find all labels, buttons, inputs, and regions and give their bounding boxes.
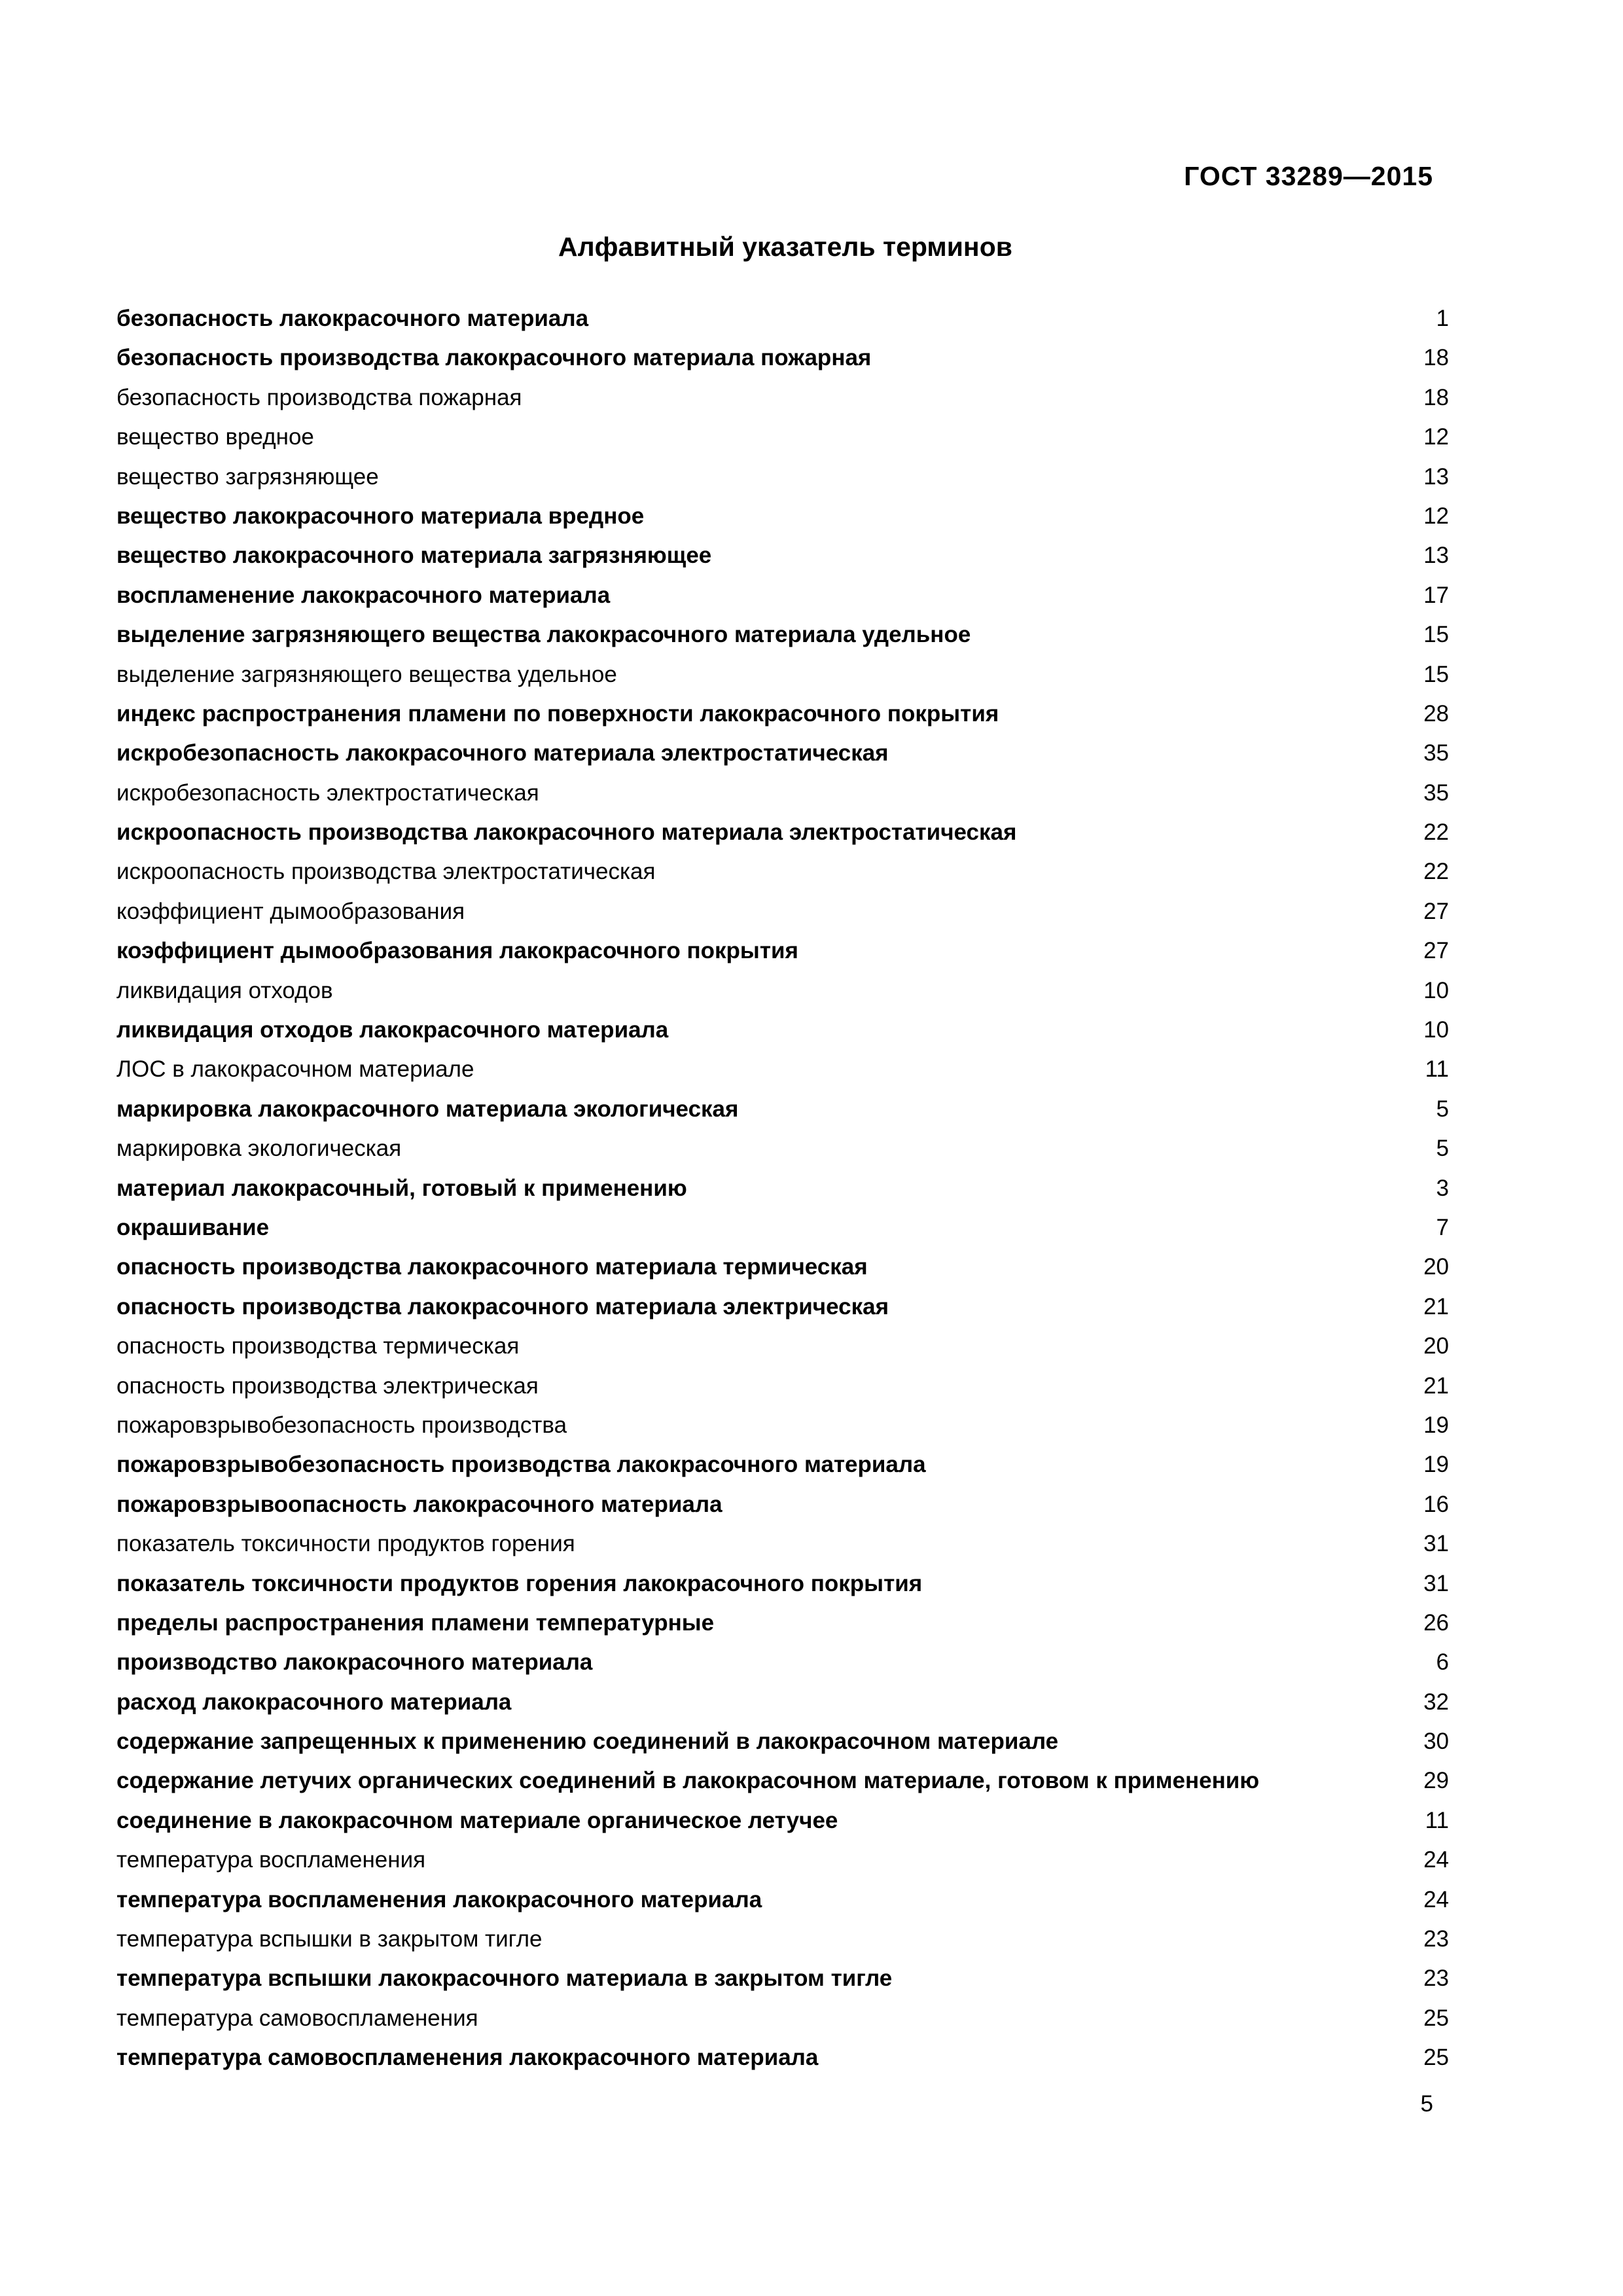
index-entry (116, 1090, 1449, 1129)
index-term-number: 17 (1423, 582, 1449, 608)
page-title: Алфавитный указатель терминов (558, 232, 1012, 262)
index-term-number: 18 (1423, 345, 1449, 371)
index-term-number: 20 (1423, 1254, 1449, 1280)
index-term-number: 18 (1423, 384, 1449, 410)
index-term: расход лакокрасочного материала (116, 1689, 512, 1715)
index-entry (116, 2038, 1449, 2077)
index-term-number: 10 (1423, 977, 1449, 1003)
index-term: температура вспышки в закрытом тигле (116, 1926, 543, 1952)
index-entry (116, 892, 1449, 931)
index-term: температура воспламенения лакокрасочного материала (116, 1886, 762, 1912)
index-term: маркировка лакокрасочного материала экологическая (116, 1096, 739, 1122)
index-term: ликвидация отходов лакокрасочного материала (116, 1017, 669, 1043)
index-term-number: 11 (1425, 1056, 1449, 1083)
index-entry (116, 1406, 1449, 1445)
index-entry (116, 852, 1449, 891)
index-term-number: 30 (1423, 1729, 1449, 1755)
index-term: ликвидация отходов (116, 977, 333, 1003)
term-index-list (116, 299, 1449, 2078)
index-term-number: 27 (1423, 938, 1449, 964)
index-term: коэффициент дымообразования (116, 898, 465, 924)
index-term-number: 35 (1423, 780, 1449, 806)
index-term-number: 23 (1423, 1965, 1449, 1992)
index-term-number: 7 (1436, 1214, 1449, 1240)
index-entry (116, 576, 1449, 615)
index-entry (116, 1761, 1449, 1801)
index-entry (116, 1959, 1449, 1998)
index-entry (116, 1287, 1449, 1327)
index-term-number: 21 (1423, 1372, 1449, 1399)
index-entry (116, 1208, 1449, 1247)
index-term-number: 15 (1423, 661, 1449, 687)
index-term: индекс распространения пламени по поверхности лакокрасочного покрытия (116, 700, 999, 726)
document-code: ГОСТ 33289—2015 (1184, 161, 1433, 191)
index-term-number: 20 (1423, 1333, 1449, 1359)
index-term-number: 21 (1423, 1293, 1449, 1319)
index-term-number: 10 (1423, 1017, 1449, 1043)
index-term: искроопасность производства электростатическая (116, 859, 656, 885)
index-term: маркировка экологическая (116, 1136, 402, 1162)
index-entry (116, 694, 1449, 734)
index-term-number: 22 (1423, 819, 1449, 846)
index-term: окрашивание (116, 1214, 270, 1240)
index-term-number: 25 (1423, 2005, 1449, 2031)
index-term-number: 13 (1423, 543, 1449, 569)
index-entry (116, 615, 1449, 655)
index-entry (116, 813, 1449, 852)
index-entry (116, 1643, 1449, 1682)
index-entry (116, 1169, 1449, 1208)
index-entry (116, 1129, 1449, 1168)
index-term: выделение загрязняющего вещества лакокрасочного материала удельное (116, 622, 971, 648)
index-term: температура вспышки лакокрасочного материала в закрытом тигле (116, 1965, 893, 1992)
index-term: вещество загрязняющее (116, 463, 379, 490)
index-term-number: 12 (1423, 424, 1449, 450)
index-entry (116, 1564, 1449, 1604)
index-term-number: 31 (1423, 1531, 1449, 1557)
index-entry (116, 1247, 1449, 1287)
index-term-number: 5 (1436, 1136, 1449, 1162)
index-entry (116, 1050, 1449, 1089)
index-term-number: 31 (1423, 1570, 1449, 1596)
index-entry (116, 1604, 1449, 1643)
index-entry (116, 655, 1449, 694)
index-term-number: 15 (1423, 622, 1449, 648)
index-term: искробезопасность электростатическая (116, 780, 539, 806)
index-entry (116, 299, 1449, 338)
index-term: искробезопасность лакокрасочного материала электростатическая (116, 740, 889, 766)
index-term: воспламенение лакокрасочного материала (116, 582, 611, 608)
index-entry (116, 497, 1449, 536)
index-term: материал лакокрасочный, готовый к применению (116, 1175, 687, 1201)
index-term: ЛОС в лакокрасочном материале (116, 1056, 474, 1083)
index-entry (116, 536, 1449, 575)
index-term: безопасность производства лакокрасочного материала пожарная (116, 345, 872, 371)
index-term-number: 22 (1423, 859, 1449, 885)
index-term: пожаровзрывоопасность лакокрасочного материала (116, 1491, 722, 1517)
index-term: вещество вредное (116, 424, 314, 450)
index-term: опасность производства лакокрасочного материала термическая (116, 1254, 868, 1280)
index-term: показатель токсичности продуктов горения лакокрасочного покрытия (116, 1570, 923, 1596)
index-entry (116, 931, 1449, 971)
index-entry (116, 1011, 1449, 1050)
index-term: температура воспламенения (116, 1847, 426, 1873)
index-term-number: 27 (1423, 898, 1449, 924)
index-entry (116, 1999, 1449, 2038)
index-term-number: 24 (1423, 1886, 1449, 1912)
index-term-number: 5 (1436, 1096, 1449, 1122)
index-term-number: 11 (1425, 1807, 1449, 1833)
index-entry (116, 378, 1449, 418)
index-term-number: 26 (1423, 1609, 1449, 1636)
index-term: температура самовоспламенения (116, 2005, 478, 2031)
index-term: искроопасность производства лакокрасочного материала электростатическая (116, 819, 1017, 846)
index-entry (116, 1920, 1449, 1959)
index-term: безопасность производства пожарная (116, 384, 522, 410)
index-term: коэффициент дымообразования лакокрасочного покрытия (116, 938, 798, 964)
index-entry (116, 1367, 1449, 1406)
index-term-number: 28 (1423, 700, 1449, 726)
index-term-number: 6 (1436, 1649, 1449, 1676)
index-term: вещество лакокрасочного материала загрязняющее (116, 543, 712, 569)
index-term: содержание летучих органических соединений в лакокрасочном материале, готовом к применению (116, 1768, 1260, 1794)
index-term: опасность производства лакокрасочного материала электрическая (116, 1293, 889, 1319)
index-term-number: 35 (1423, 740, 1449, 766)
index-term-number: 3 (1436, 1175, 1449, 1201)
index-entry (116, 734, 1449, 773)
index-term: температура самовоспламенения лакокрасочного материала (116, 2045, 819, 2071)
index-term-number: 13 (1423, 463, 1449, 490)
index-entry (116, 1485, 1449, 1524)
index-entry (116, 1722, 1449, 1761)
index-term: соединение в лакокрасочном материале органическое летучее (116, 1807, 838, 1833)
index-term-number: 32 (1423, 1689, 1449, 1715)
index-term: безопасность лакокрасочного материала (116, 306, 589, 331)
index-entry (116, 774, 1449, 813)
index-term: показатель токсичности продуктов горения (116, 1531, 575, 1557)
index-entry (116, 1327, 1449, 1366)
index-entry (116, 1683, 1449, 1722)
index-term: производство лакокрасочного материала (116, 1649, 593, 1676)
index-entry (116, 457, 1449, 497)
index-entry (116, 338, 1449, 378)
index-entry (116, 418, 1449, 457)
index-term-number: 24 (1423, 1847, 1449, 1873)
index-term-number: 29 (1423, 1768, 1449, 1794)
index-entry (116, 1445, 1449, 1484)
index-term: выделение загрязняющего вещества удельное (116, 661, 617, 687)
index-term: вещество лакокрасочного материала вредное (116, 503, 645, 529)
index-term: пределы распространения пламени температурные (116, 1609, 715, 1636)
index-entry (116, 971, 1449, 1011)
index-term-number: 25 (1423, 2045, 1449, 2071)
index-term-number: 23 (1423, 1926, 1449, 1952)
page-number: 5 (1420, 2091, 1433, 2117)
index-term: пожаровзрывобезопасность производства (116, 1412, 567, 1438)
index-term: содержание запрещенных к применению соединений в лакокрасочном материале (116, 1729, 1059, 1755)
index-term: опасность производства электрическая (116, 1372, 539, 1399)
index-entry (116, 1840, 1449, 1880)
index-term: пожаровзрывобезопасность производства лакокрасочного материала (116, 1452, 926, 1478)
index-term-number: 19 (1423, 1412, 1449, 1438)
index-term-number: 1 (1436, 306, 1449, 331)
index-entry (116, 1524, 1449, 1564)
index-term-number: 12 (1423, 503, 1449, 529)
index-term-number: 19 (1423, 1452, 1449, 1478)
index-entry (116, 1880, 1449, 1920)
index-term: опасность производства термическая (116, 1333, 520, 1359)
index-entry (116, 1801, 1449, 1840)
index-term-number: 16 (1423, 1491, 1449, 1517)
